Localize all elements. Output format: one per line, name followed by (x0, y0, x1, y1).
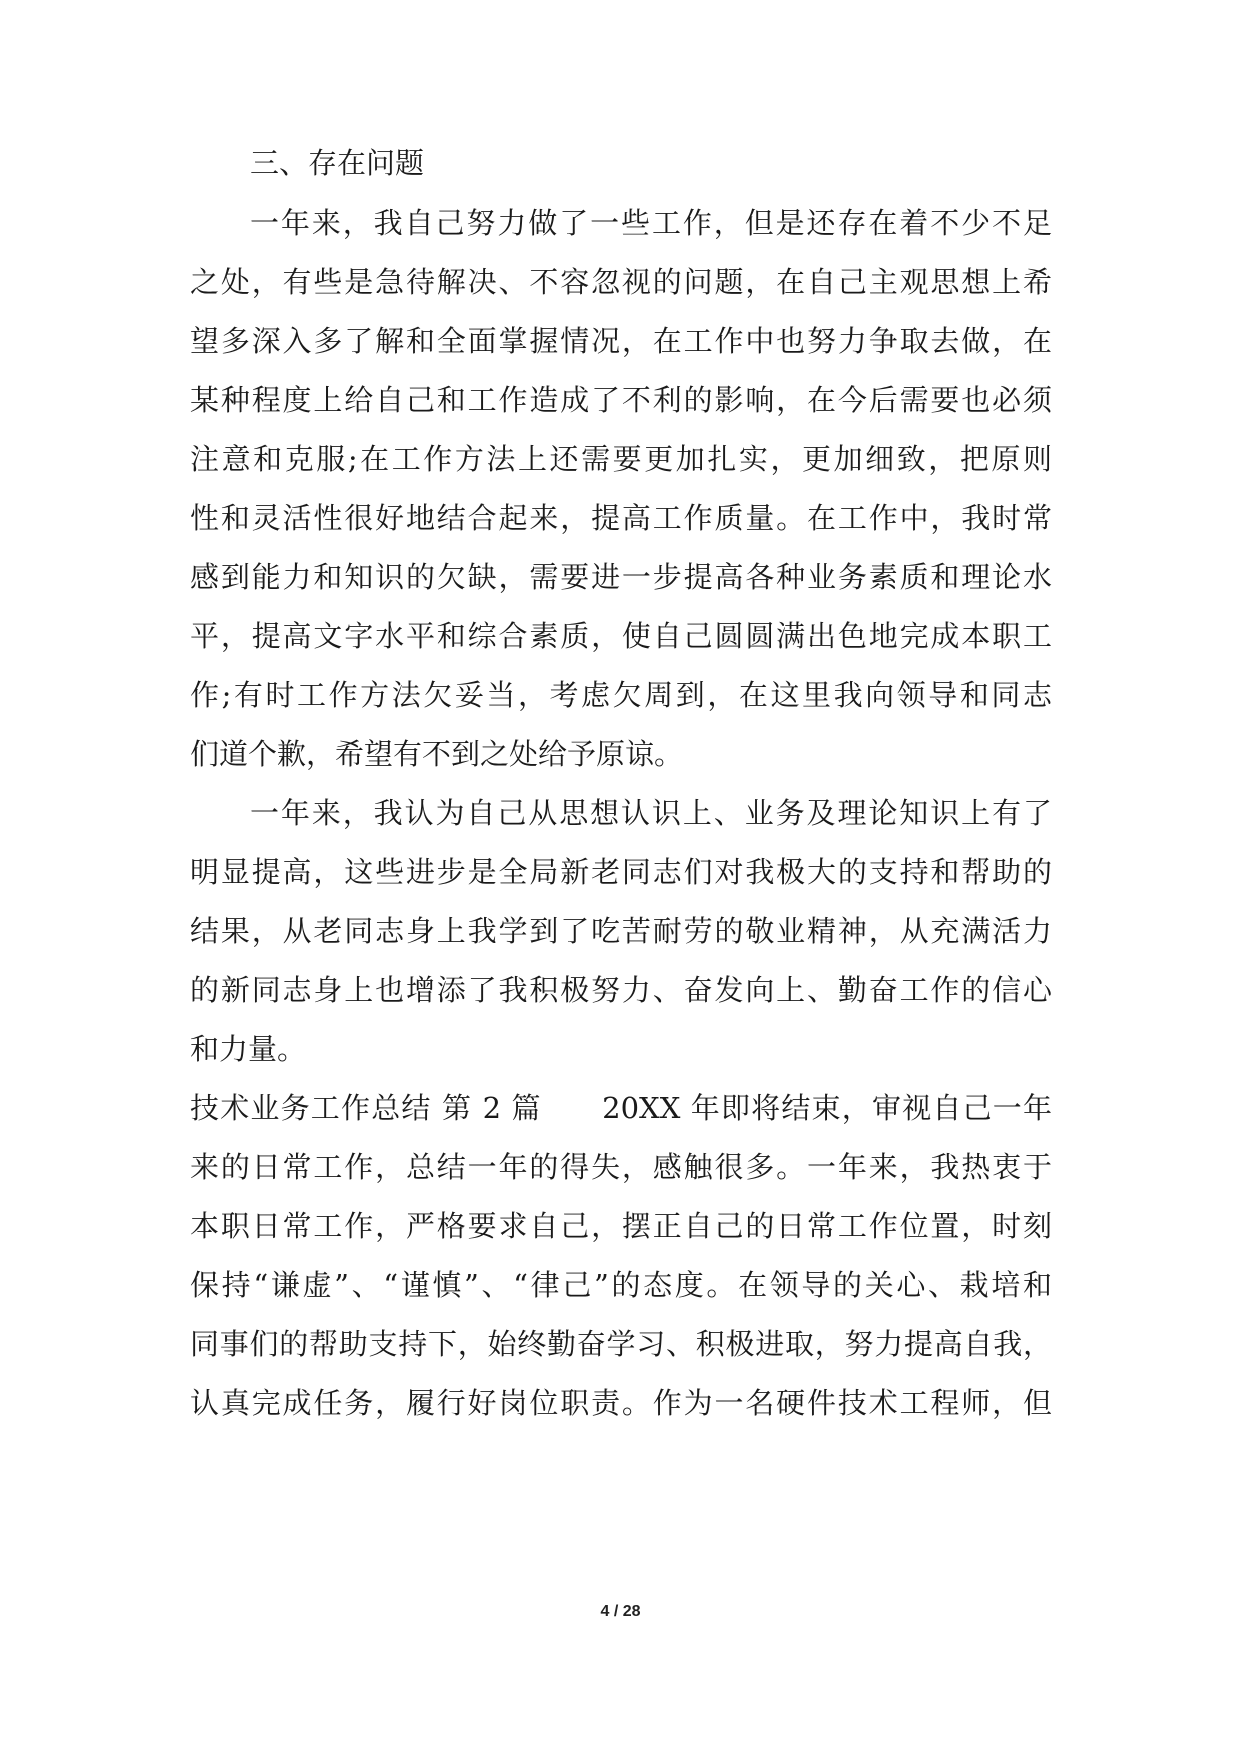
paragraph-line: 注意和克服;在工作方法上还需要更加扎实，更加细致，把原则 (190, 442, 1052, 476)
article-title-line: 技术业务工作总结 第 2 篇 20XX 年即将结束，审视自己一年 (190, 1091, 1052, 1125)
paragraph-line: 一年来，我认为自己从思想认识上、业务及理论知识上有了 (250, 796, 1052, 830)
paragraph-line: 明显提高，这些进步是全局新老同志们对我极大的支持和帮助的 (190, 855, 1052, 889)
paragraph-line: 来的日常工作，总结一年的得失，感触很多。一年来，我热衷于 (190, 1150, 1052, 1184)
paragraph-line: 一年来，我自己努力做了一些工作，但是还存在着不少不足 (250, 206, 1052, 240)
paragraph-line: 和力量。 (190, 1032, 307, 1066)
paragraph-line: 感到能力和知识的欠缺，需要进一步提高各种业务素质和理论水 (190, 560, 1052, 594)
paragraph-line: 认真完成任务，履行好岗位职责。作为一名硬件技术工程师，但 (190, 1386, 1052, 1420)
paragraph-line: 保持“谦虚”、“谨慎”、“律己”的态度。在领导的关心、栽培和 (190, 1268, 1052, 1302)
paragraph-line: 结果，从老同志身上我学到了吃苦耐劳的敬业精神，从充满活力 (190, 914, 1052, 948)
paragraph-line: 性和灵活性很好地结合起来，提高工作质量。在工作中，我时常 (190, 501, 1052, 535)
paragraph-line: 某种程度上给自己和工作造成了不利的影响，在今后需要也必须 (190, 383, 1052, 417)
paragraph-line: 们道个歉，希望有不到之处给予原谅。 (190, 737, 684, 771)
paragraph-line: 作;有时工作方法欠妥当，考虑欠周到，在这里我向领导和同志 (190, 678, 1052, 712)
paragraph-line: 的新同志身上也增添了我积极努力、奋发向上、勤奋工作的信心 (190, 973, 1052, 1007)
paragraph-line: 之处，有些是急待解决、不容忽视的问题，在自己主观思想上希 (190, 265, 1052, 299)
section-heading: 三、存在问题 (250, 146, 425, 180)
paragraph-line: 本职日常工作，严格要求自己，摆正自己的日常工作位置，时刻 (190, 1209, 1052, 1243)
paragraph-line: 同事们的帮助支持下，始终勤奋学习、积极进取，努力提高自我， (190, 1327, 1052, 1361)
paragraph-line: 望多深入多了解和全面掌握情况，在工作中也努力争取去做，在 (190, 324, 1052, 358)
page-number: 4 / 28 (600, 1603, 641, 1620)
paragraph-line: 平，提高文字水平和综合素质，使自己圆圆满出色地完成本职工 (190, 619, 1052, 653)
